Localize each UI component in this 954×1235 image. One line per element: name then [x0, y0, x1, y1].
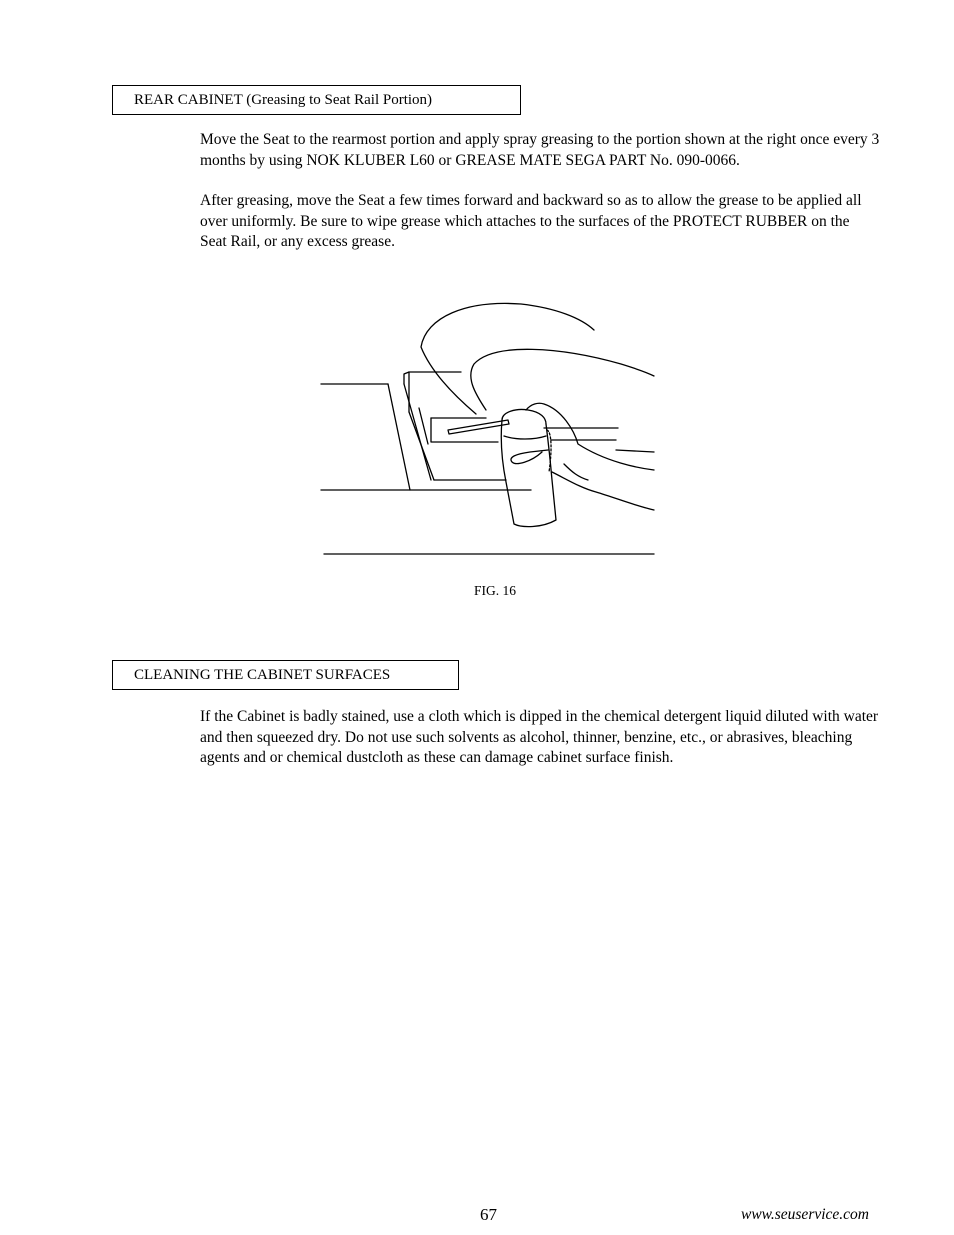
- paragraph-after-greasing: After greasing, move the Seat a few times forward and backward so as to allow the grease to be applied all over uniformly. Be sure to wipe grease which attaches to the surfaces of the PROTECT RUBBER on the Seat Rail, or any excess grease.: [200, 192, 862, 250]
- paragraph-cleaning-instructions: If the Cabinet is badly stained, use a cloth which is dipped in the chemical detergent liquid diluted with water and then squeezed dry. Do not use such solvents as alcohol, thinner, benzine, etc., or abrasives, bleaching agents and or chemical dustcloth as these can damage cabinet surface finish.: [200, 708, 879, 766]
- seat-rail-greasing-illustration: [316, 292, 661, 562]
- page-number: 67: [480, 1205, 497, 1224]
- footer-url: www.seuservice.com: [741, 1206, 869, 1223]
- figure-caption: FIG. 16: [473, 583, 516, 598]
- section-heading-cleaning: CLEANING THE CABINET SURFACES: [112, 660, 459, 690]
- paragraph-greasing-instructions: Move the Seat to the rearmost portion and apply spray greasing to the portion shown at the right once every 3 months by using NOK KLUBER L60 or GREASE MATE SEGA PART No. 090-0066.: [200, 131, 880, 169]
- section-heading-rear-cabinet: REAR CABINET (Greasing to Seat Rail Portion): [112, 85, 521, 115]
